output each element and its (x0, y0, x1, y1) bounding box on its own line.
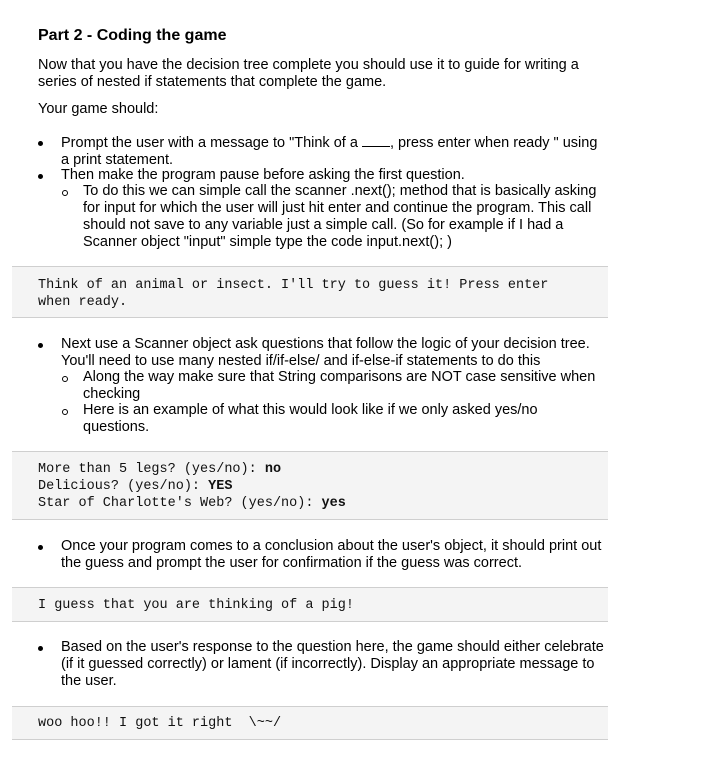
bullet-prompt-suffix: , press enter when ready " using a print statement. (61, 135, 598, 168)
code-line (38, 478, 582, 495)
code-block-celebrate (12, 706, 608, 740)
code-line (38, 461, 582, 478)
bullet-icon (38, 646, 43, 651)
code-block-prompt (12, 266, 608, 318)
sub-bullet-icon (62, 409, 68, 415)
code-question: Star of Charlotte's Web? (yes/no): (38, 496, 322, 511)
bullet-pause: Then make the program pause before asking the first question. (61, 167, 465, 183)
code-block-guess (12, 587, 608, 622)
code-answer: YES (208, 479, 233, 494)
bullet-icon (38, 174, 43, 179)
code-question: Delicious? (yes/no): (38, 479, 209, 494)
sub-bullet-icon (62, 190, 68, 196)
code-question: More than 5 legs? (yes/no): (38, 462, 265, 477)
sub-bullet-case-sensitive: Along the way make sure that String comparisons are NOT case sensitive when checking (83, 369, 596, 402)
bullet-celebrate: Based on the user's response to the question here, the game should either celebrate (if it guessed correctly) or lament (if incorrectly). Display an appropriate message to the user. (61, 639, 604, 689)
bullet-icon (38, 141, 43, 146)
code-line (38, 495, 582, 512)
code-answer: no (264, 462, 282, 477)
bullet-conclusion: Once your program comes to a conclusion about the user's object, it should print out the guess and prompt the user for confirmation if the guess was correct. (61, 538, 602, 571)
your-game-label: Your game should: (38, 101, 159, 117)
code-answer: yes (321, 496, 346, 511)
blank-line (362, 134, 390, 147)
bullet-prompt-message (61, 134, 601, 169)
section-heading: Part 2 - Coding the game (38, 27, 227, 44)
bullet-icon (38, 545, 43, 550)
code-block-questions (12, 451, 608, 520)
code-line: Think of an animal or insect. I'll try to guess it! Press enter when ready. (38, 278, 549, 310)
bullet-prompt-prefix: Prompt the user with a message to "Think of a (61, 135, 362, 151)
intro-paragraph: Now that you have the decision tree complete you should use it to guide for writing a series of nested if statements that complete the game. (38, 57, 579, 90)
code-line: I guess that you are thinking of a pig! (38, 598, 354, 613)
code-line: woo hoo!! I got it right \~~/ (38, 716, 282, 731)
bullet-icon (38, 343, 43, 348)
bullet-scanner-questions: Next use a Scanner object ask questions that follow the logic of your decision tree. You'll need to use many nested if/if-else/ and if-else-if statements to do this (61, 336, 590, 369)
sub-bullet-icon (62, 376, 68, 382)
sub-bullet-example: Here is an example of what this would look like if we only asked yes/no questions. (83, 402, 538, 435)
sub-bullet-scanner-next: To do this we can simple call the scanner .next(); method that is basically asking for input for which the user will just hit enter and continue the program. This call should not save to any variable just a simple call. (So for example if I had a Scanner object "input" simple type the code input.next(); ) (83, 183, 597, 250)
